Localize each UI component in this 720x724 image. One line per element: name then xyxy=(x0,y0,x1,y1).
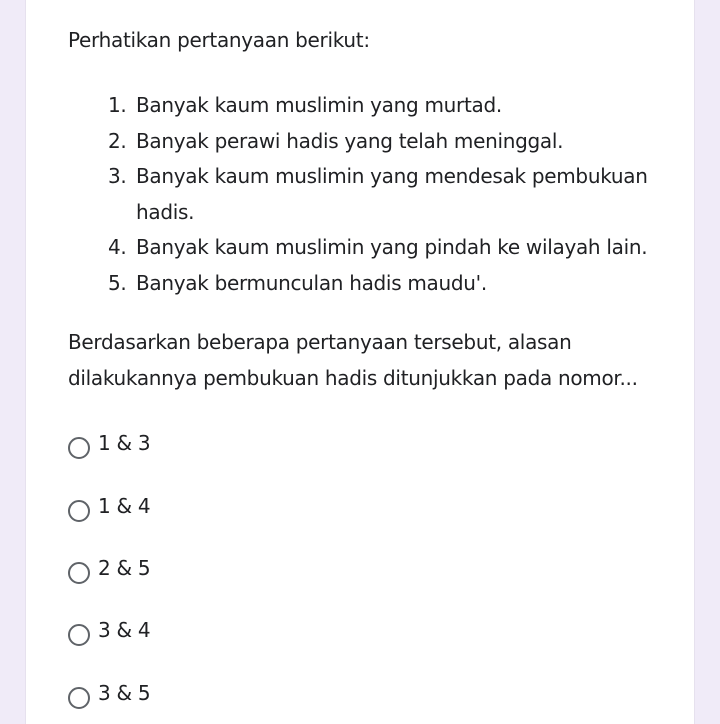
radio-circle-icon[interactable] xyxy=(68,562,90,584)
list-item-number: 3. xyxy=(108,164,127,188)
radio-circle-icon[interactable] xyxy=(68,624,90,646)
list-item xyxy=(108,88,668,124)
list-item-number: 5. xyxy=(108,270,127,295)
option-label: 2 & 5 xyxy=(98,556,151,580)
list-item-number: 2. xyxy=(108,128,127,153)
list-item-text: Banyak bermunculan hadis maudu'. xyxy=(136,270,487,295)
statement-list xyxy=(108,88,668,301)
radio-circle-icon[interactable] xyxy=(68,500,90,522)
list-item-number: 1. xyxy=(108,93,127,117)
option-1-4[interactable] xyxy=(68,493,150,523)
list-item-number: 4. xyxy=(108,235,127,259)
option-label: 1 & 3 xyxy=(98,431,151,455)
list-item-text: Banyak perawi hadis yang telah meninggal. xyxy=(136,128,564,153)
radio-circle-icon[interactable] xyxy=(68,687,90,709)
list-item xyxy=(108,266,668,302)
question-text: Berdasarkan beberapa pertanyaan tersebut, alasan dilakukannya pembukuan hadis ditunjukkan pada nomor... xyxy=(68,330,638,390)
option-label: 1 & 4 xyxy=(98,494,151,518)
option-label: 3 & 4 xyxy=(98,618,151,642)
radio-circle-icon[interactable] xyxy=(68,437,90,459)
intro-text: Perhatikan pertanyaan berikut: xyxy=(68,28,370,52)
question-card xyxy=(25,0,695,724)
option-label: 3 & 5 xyxy=(98,681,151,705)
list-item-text: Banyak kaum muslimin yang murtad. xyxy=(136,93,502,117)
list-item-text: Banyak kaum muslimin yang pindah ke wilayah lain. xyxy=(136,235,648,259)
option-3-5[interactable] xyxy=(68,680,150,710)
option-3-4[interactable] xyxy=(68,617,150,647)
list-item-text: Banyak kaum muslimin yang mendesak pembukuan hadis. xyxy=(136,164,648,224)
list-item xyxy=(108,124,668,160)
option-1-3[interactable] xyxy=(68,430,150,460)
list-item xyxy=(108,230,668,266)
option-2-5[interactable] xyxy=(68,555,150,585)
list-item xyxy=(108,159,668,230)
